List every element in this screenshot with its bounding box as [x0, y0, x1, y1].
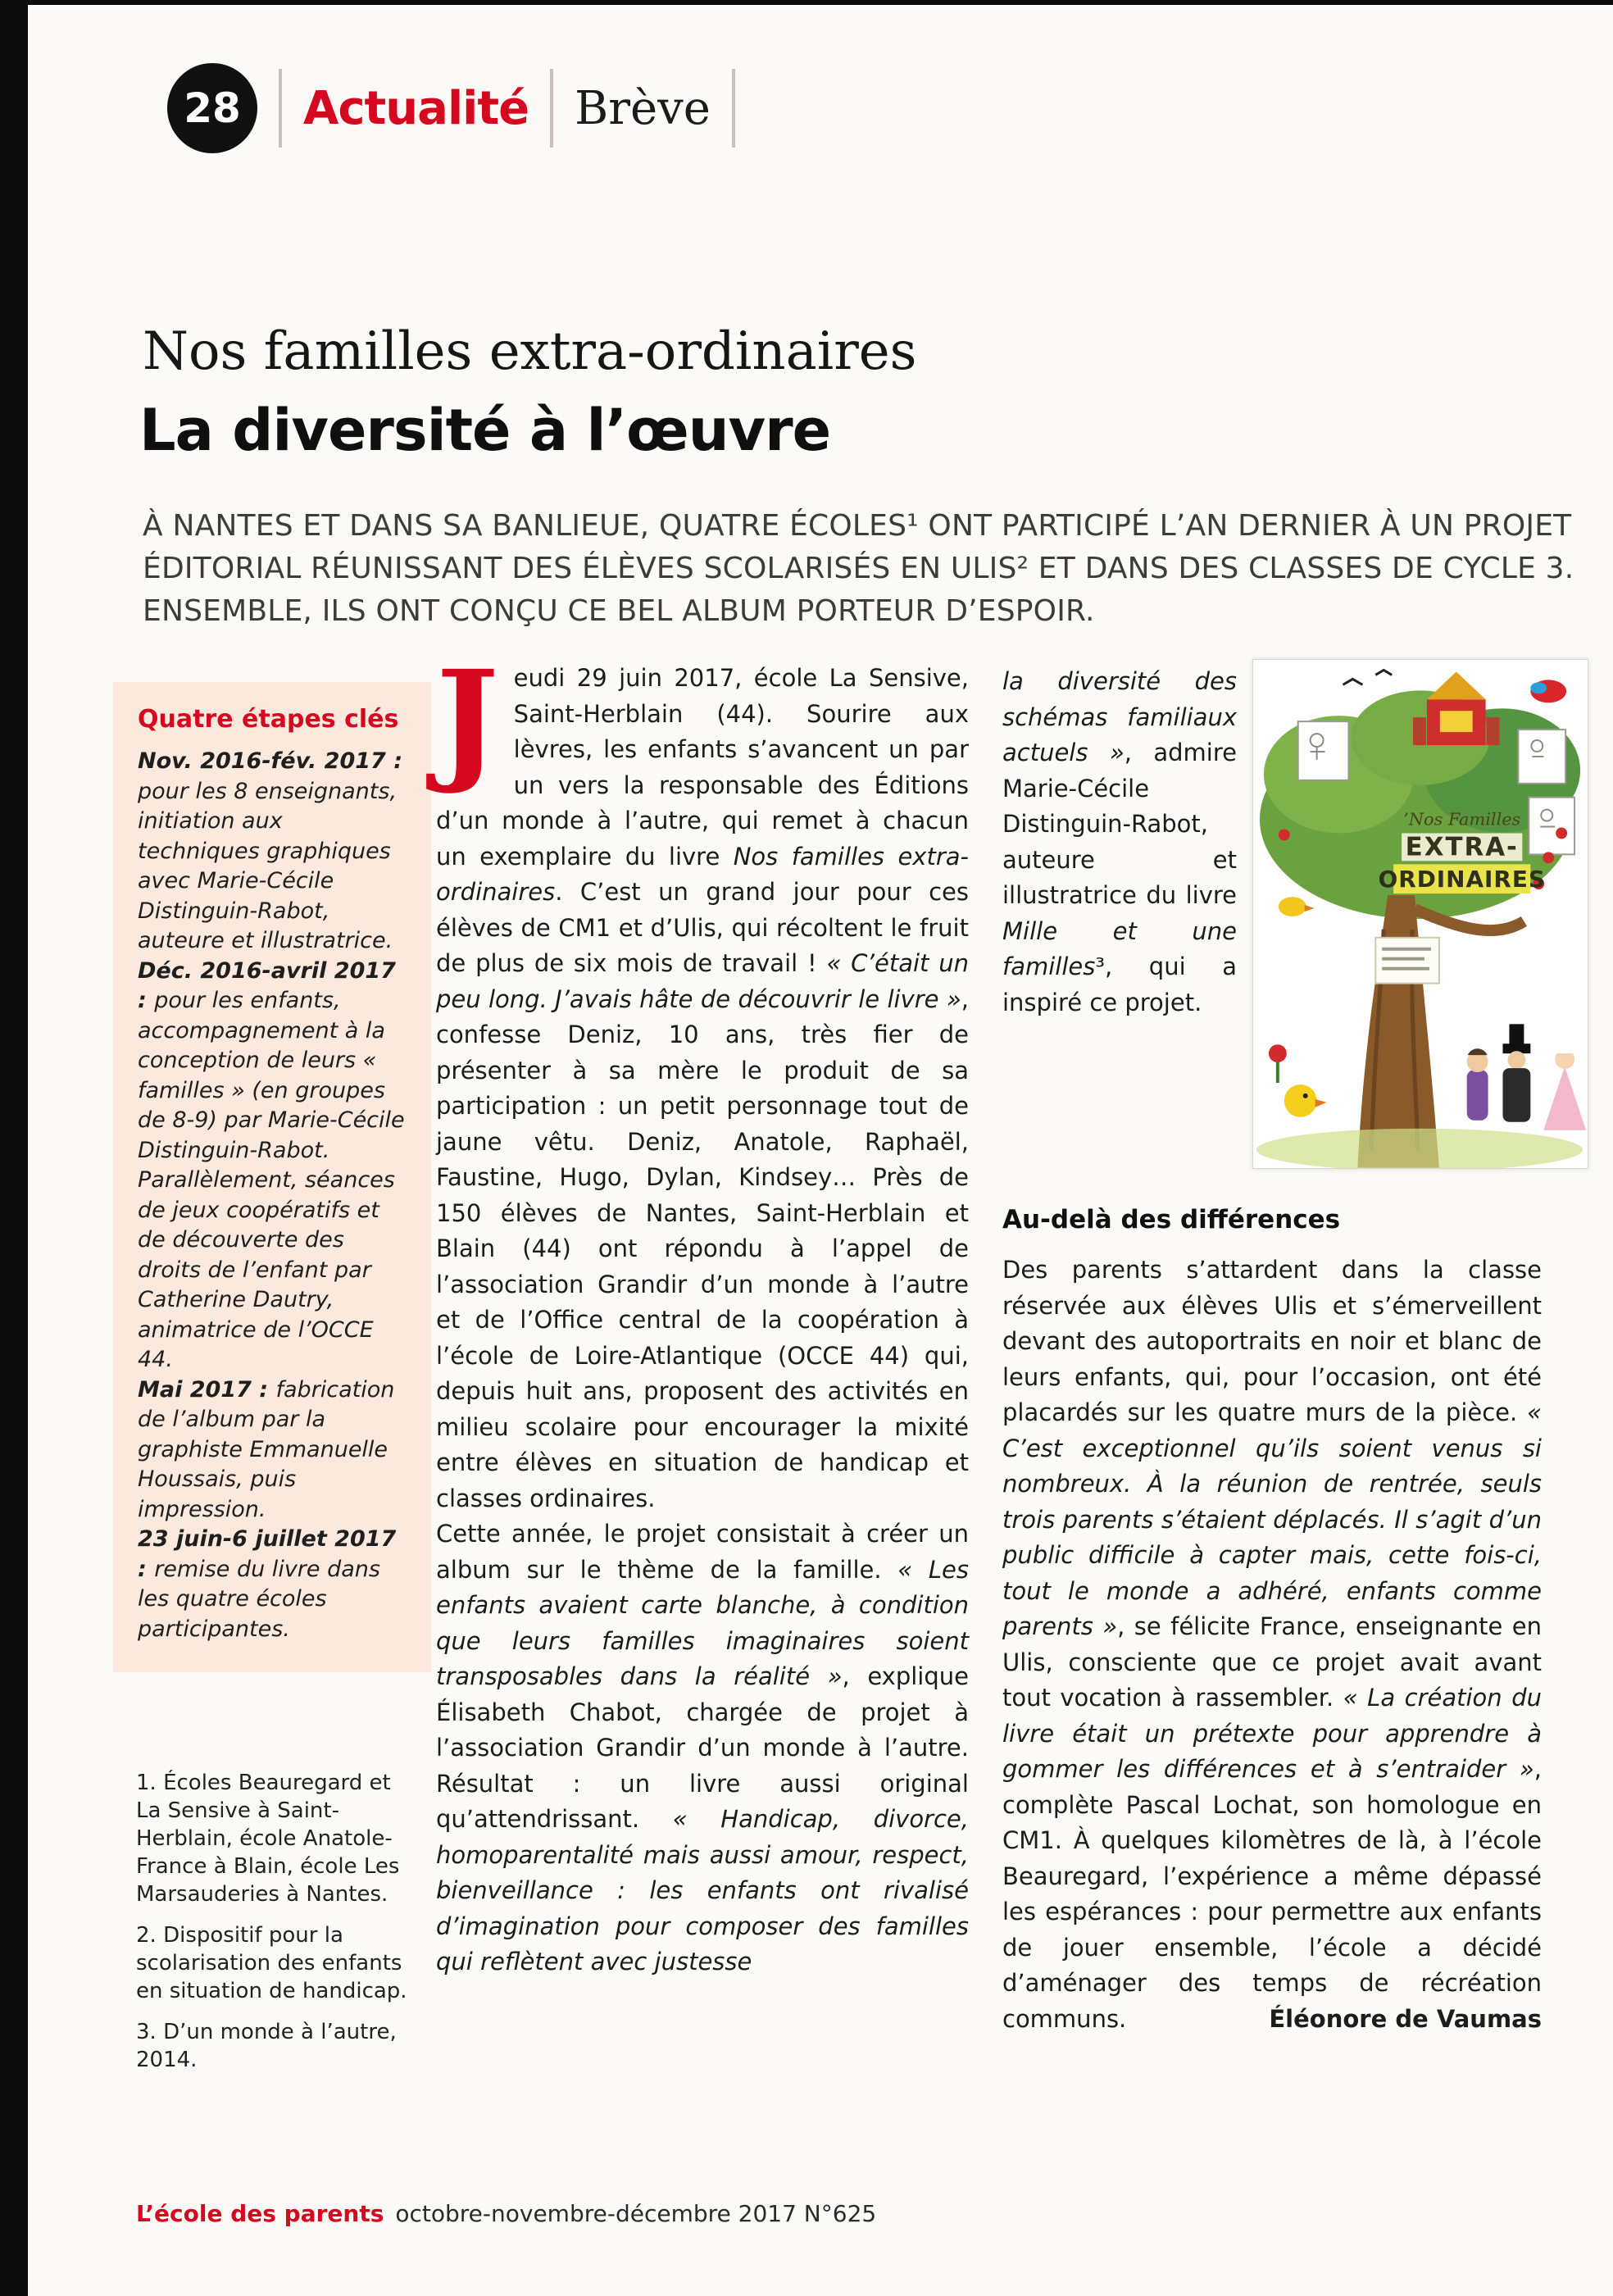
rubric-label: Brève	[575, 81, 711, 135]
book-cover-image	[1252, 659, 1588, 1169]
header-divider	[732, 69, 735, 148]
article-title: La diversité à l’œuvre	[139, 397, 831, 464]
book-cover-illustration	[1253, 660, 1588, 1168]
sidebar-title: Quatre étapes clés	[138, 705, 399, 734]
page-number-badge: 28	[167, 63, 257, 153]
footnotes	[136, 1769, 418, 2087]
page-header	[167, 62, 735, 154]
paragraph-text: eudi 29 juin 2017, école La Sensive, Saint-Herblain (44). Sourire aux lèvres, les enfants s’avancent un par un vers la responsable des Éditions d’un monde à l’autre, qui remet à chacun un exemplaire du livre Nos familles extra-ordinaires. C’est un grand jour pour ces élèves de CM1 et d’Ulis, qui récoltent le fruit de plus de six mois de travail ! « C’était un peu long. J’avais hâte de découvrir le livre », confesse Deniz, 10 ans, très fier de présenter à sa mère le produit de sa participation : un petit personnage tout de jaune vêtu. Deniz, Anatole, Raphaël, Faustine, Hugo, Dylan, Kindsey… Près de 150 élèves de Nantes, Saint-Herblain et Blain (44) ont répondu à l’appel de l’association Grandir d’un monde à l’autre et de l’Office central de la coopération à l’école de Loire-Atlantique (OCCE 44) qui, depuis huit ans, proposent des activités en milieu scolaire pour encourager la mixité entre élèves en situation de handicap et classes ordinaires.	[436, 664, 969, 1512]
section-heading: Au-delà des différences	[1002, 1205, 1341, 1234]
article-column-2-top: la diversité des schémas familiaux actuels », admire Marie-Cécile Distinguin-Rabot, auteure et illustratrice du livre Mille et une familles³, qui a inspiré ce projet.	[1002, 667, 1237, 1016]
scan-edge-top	[0, 0, 1613, 5]
sidebar-key-steps	[113, 682, 431, 1672]
body-paragraph-1	[436, 642, 969, 1516]
section-label: Actualité	[303, 81, 529, 135]
article-column-1	[436, 642, 969, 1980]
sidebar-step: Nov. 2016-fév. 2017 : pour les 8 enseignants, initiation aux techniques graphiques avec Marie-Cécile Distinguin-Rabot, auteure et illustratrice.	[138, 748, 403, 953]
footnote-3: 3. D’un monde à l’autre, 2014.	[136, 2020, 397, 2072]
magazine-title: L’école des parents	[136, 2200, 384, 2227]
article-column-2-body: Des parents s’attardent dans la classe réservée aux élèves Ulis et s’émerveillent devant des autoportraits en noir et blanc de leurs enfants, qui, pour l’occasion, ont été placardés sur les quatre murs de la pièce. « C’est exceptionnel qu’ils soient venus si nombreux. À la réunion de rentrée, seuls trois parents s’étaient déplacés. Il s’agit d’un public difficile à capter mais, cette fois-ci, tout le monde a adhéré, enfants comme parents », se félicite France, enseignante en Ulis, consciente que ce projet avait avant tout vocation à rassembler. « La création du livre était un prétexte pour apprendre à gommer les différences et à s’entraider », complète Pascal Lochat, son homologue en CM1. À quelques kilomètres de là, à l’école Beauregard, l’expérience a même dépassé les espérances : pour permettre aux enfants de jouer ensemble, l’école a décidé d’aménager des temps de récréation communs. Éléonore de Vaumas	[1002, 1256, 1543, 2033]
issue-info: octobre-novembre-décembre 2017 N°625	[395, 2200, 877, 2227]
sidebar-step: 23 juin-6 juillet 2017 : remise du livre dans les quatre écoles participantes.	[138, 1526, 397, 1642]
article-standfirst: À NANTES ET DANS SA BANLIEUE, QUATRE ÉCOLES¹ ONT PARTICIPÉ L’AN DERNIER À UN PROJET ÉDITORIAL RÉUNISSANT DES ÉLÈVES SCOLARISÉS EN ULIS² ET DANS DES CLASSES DE CYCLE 3. ENSEMBLE, ILS ONT CONÇU CE BEL ALBUM PORTEUR D’ESPOIR.	[143, 509, 1574, 628]
page-footer	[136, 2200, 876, 2227]
footnote-1: 1. Écoles Beauregard et La Sensive à Saint-Herblain, école Anatole-France à Blain, école Les Marsauderies à Nantes.	[136, 1771, 400, 1907]
header-divider	[550, 69, 553, 148]
sidebar-step: Mai 2017 : fabrication de l’album par la graphiste Emmanuelle Houssais, puis impression.	[138, 1376, 395, 1522]
scan-edge-left	[0, 0, 28, 2296]
book-title-line1: ’Nos Familles	[1403, 809, 1521, 830]
book-title-line3: ORDINAIRES	[1378, 866, 1546, 893]
body-paragraph-2: Cette année, le projet consistait à créer un album sur le thème de la famille. « Les enfants avaient carte blanche, à condition que leurs familles imaginaires soient transposables dans la réalité », explique Élisabeth Chabot, chargée de projet à l’association Grandir d’un monde à l’autre. Résultat : un livre aussi original qu’attendrissant. « Handicap, divorce, homoparentalité mais aussi amour, respect, bienveillance : les enfants ont rivalisé d’imagination pour composer des familles qui reflètent avec justesse	[436, 1520, 969, 1975]
article-kicker-title: Nos familles extra-ordinaires	[143, 321, 917, 382]
header-divider	[279, 69, 282, 148]
dropcap-letter: J	[436, 642, 499, 798]
footnote-2: 2. Dispositif pour la scolarisation des enfants en situation de handicap.	[136, 1923, 407, 2003]
sidebar-step: Déc. 2016-avril 2017 : pour les enfants, accompagnement à la conception de leurs « familles » (en groupes de 8-9) par Marie-Cécile Distinguin-Rabot. Parallèlement, séances de jeux coopératifs et de découverte des droits de l’enfant par Catherine Dautry, animatrice de l’OCCE 44.	[138, 957, 405, 1372]
book-title-line2: EXTRA-	[1405, 832, 1519, 862]
